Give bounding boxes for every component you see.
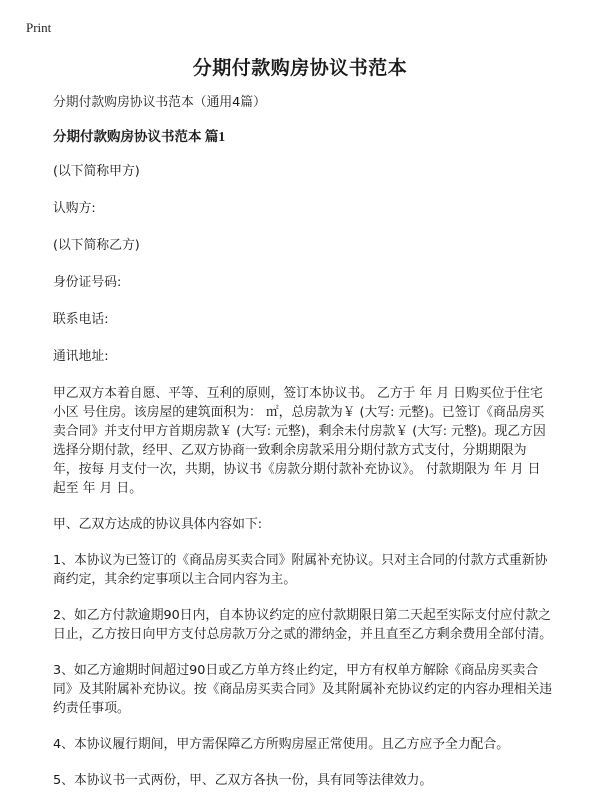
intro-paragraph: 甲乙双方本着自愿、平等、互利的原则，签订本协议书。 乙方于 年 月 日购买位于住宅小区 号住房。该房屋的建筑面积为： ㎡，总房款为￥ (大写: 元整)。已签订《商品房买卖合同》并支付甲方首期房款￥ (大写: 元整)，剩余未付房款￥ (大写: 元整)。现乙方因选择分期付款，经甲、乙双方协商一致剩余房款采用分期付款方式支付，分期期限为 年，按每 月支付一次，共期，协议书《房款分期付款补充协议》。 付款期限为 年 月 日起至 年 月 日。 [53, 386, 546, 496]
document-body [53, 93, 553, 807]
document-title: 分期付款购房协议书范本 [192, 57, 408, 79]
clause-5: 5、本协议书一式两份，甲、乙双方各执一份，具有同等法律效力。 [53, 773, 433, 788]
print-link[interactable]: Print [26, 20, 52, 35]
clause-4: 4、本协议履行期间，甲方需保障乙方所购房屋正常使用。且乙方应予全力配合。 [53, 737, 510, 752]
terms-intro: 甲、乙双方达成的协议具体内容如下: [53, 517, 263, 532]
field-party-a-alias: (以下简称甲方) [53, 164, 140, 179]
field-party-b-alias: (以下简称乙方) [53, 238, 140, 253]
field-address: 通讯地址: [53, 349, 109, 364]
field-id-number: 身份证号码: [53, 275, 122, 290]
field-phone: 联系电话: [53, 312, 109, 327]
document-subtitle: 分期付款购房协议书范本（通用4篇） [53, 95, 266, 110]
section-heading: 分期付款购房协议书范本 篇1 [53, 129, 226, 144]
clause-3: 3、如乙方逾期时间超过90日或乙方单方终止约定，甲方有权单方解除《商品房买卖合同》及其附属补充协议。按《商品房买卖合同》及其附属补充协议约定的内容办理相关违约责任事项。 [53, 663, 553, 716]
field-purchaser: 认购方: [53, 201, 96, 216]
clause-1: 1、本协议为已签订的《商品房买卖合同》附属补充协议。只对主合同的付款方式重新协商约定，其余约定事项以主合同内容为主。 [53, 553, 548, 587]
clause-2: 2、如乙方付款逾期90日内，自本协议约定的应付款期限日第二天起至实际支付应付款之日止，乙方按日向甲方支付总房款万分之贰的滞纳金，并且直至乙方剩余费用全部付清。 [53, 608, 553, 642]
